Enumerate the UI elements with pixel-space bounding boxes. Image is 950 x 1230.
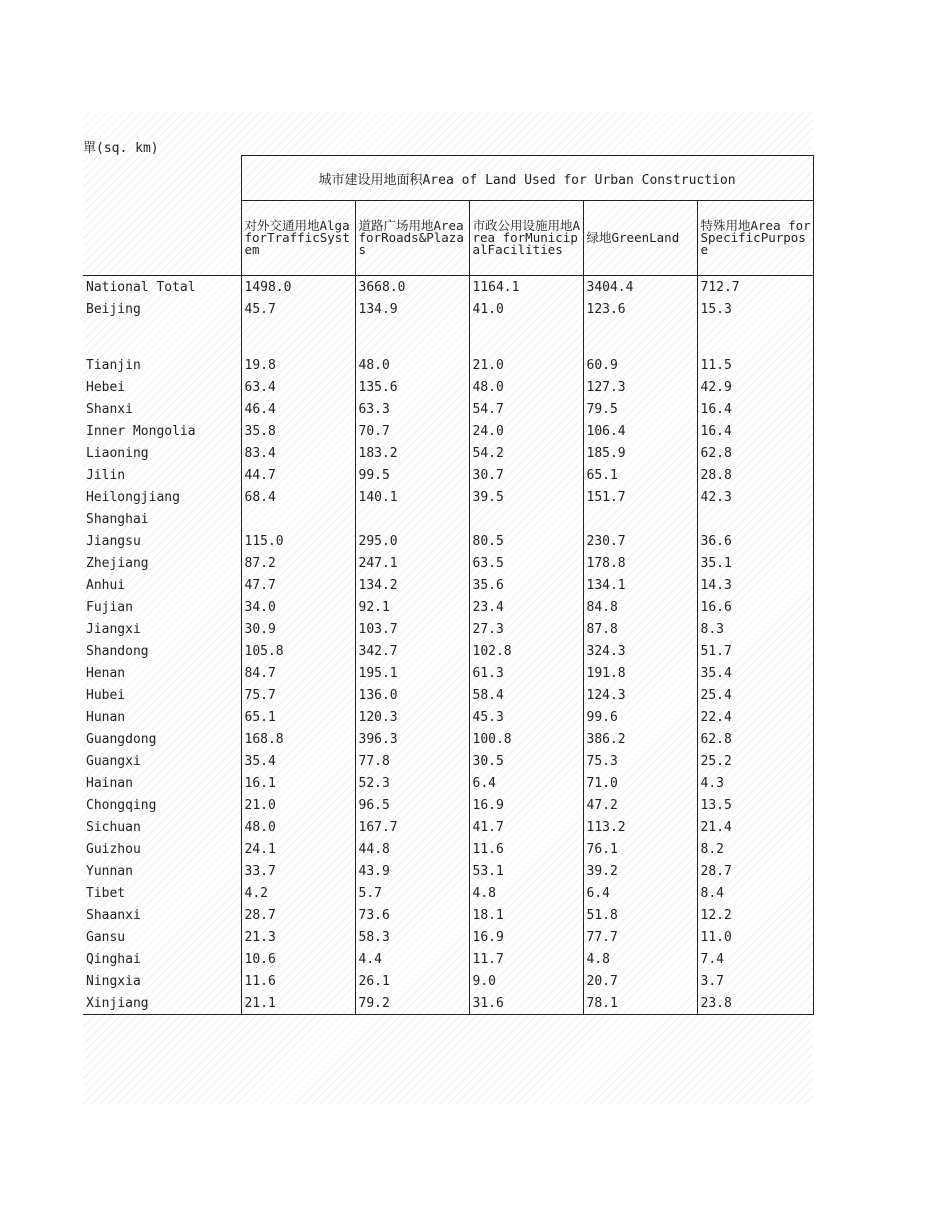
value-cell: 4.8 bbox=[583, 948, 697, 970]
region-cell: Xinjiang bbox=[83, 992, 241, 1015]
value-cell: 47.2 bbox=[583, 794, 697, 816]
region-cell: Henan bbox=[86, 665, 126, 681]
value-cell: 41.0 bbox=[469, 298, 583, 320]
region-cell: Hubei bbox=[86, 687, 126, 703]
region-cell: Gansu bbox=[86, 929, 126, 945]
table-row bbox=[83, 970, 813, 992]
table-row bbox=[83, 508, 813, 530]
value-cell: 48.0 bbox=[355, 354, 469, 376]
column-header: 绿地GreenLand bbox=[583, 201, 697, 276]
region-cell: Tibet bbox=[86, 885, 126, 901]
value-cell: 712.7 bbox=[697, 276, 813, 299]
table-row bbox=[83, 420, 813, 442]
region-cell: Shanghai bbox=[86, 511, 149, 527]
value-cell: 78.1 bbox=[583, 992, 697, 1015]
value-cell: 96.5 bbox=[355, 794, 469, 816]
value-cell: 342.7 bbox=[355, 640, 469, 662]
region-cell: Guizhou bbox=[86, 841, 141, 857]
value-cell: 44.8 bbox=[355, 838, 469, 860]
value-cell: 16.9 bbox=[469, 794, 583, 816]
table-row bbox=[83, 772, 813, 794]
value-cell: 54.7 bbox=[469, 398, 583, 420]
value-cell: 87.2 bbox=[241, 552, 355, 574]
region-cell: Shanxi bbox=[86, 401, 133, 417]
region-cell: Yunnan bbox=[86, 863, 133, 879]
unit-label: 單(sq. km) bbox=[83, 141, 159, 156]
table-row bbox=[83, 728, 813, 750]
value-cell: 53.1 bbox=[469, 860, 583, 882]
value-cell bbox=[469, 320, 583, 354]
region-cell: Guangdong bbox=[86, 731, 157, 747]
value-cell: 134.2 bbox=[355, 574, 469, 596]
value-cell: 41.7 bbox=[469, 816, 583, 838]
table-row bbox=[83, 298, 813, 320]
value-cell: 99.5 bbox=[355, 464, 469, 486]
value-cell: 79.5 bbox=[583, 398, 697, 420]
value-cell: 102.8 bbox=[469, 640, 583, 662]
table-row bbox=[83, 750, 813, 772]
value-cell: 16.1 bbox=[241, 772, 355, 794]
value-cell: 167.7 bbox=[355, 816, 469, 838]
corner-cell bbox=[83, 156, 241, 201]
value-cell: 28.7 bbox=[241, 904, 355, 926]
value-cell: 10.6 bbox=[241, 948, 355, 970]
table-row bbox=[83, 530, 813, 552]
table-row bbox=[83, 596, 813, 618]
value-cell bbox=[355, 508, 469, 530]
value-cell: 35.8 bbox=[241, 420, 355, 442]
value-cell: 27.3 bbox=[469, 618, 583, 640]
value-cell: 295.0 bbox=[355, 530, 469, 552]
value-cell: 63.4 bbox=[241, 376, 355, 398]
value-cell: 60.9 bbox=[583, 354, 697, 376]
region-cell: Liaoning bbox=[86, 445, 149, 461]
table-row bbox=[83, 926, 813, 948]
value-cell: 99.6 bbox=[583, 706, 697, 728]
value-cell: 43.9 bbox=[355, 860, 469, 882]
table-row bbox=[83, 860, 813, 882]
region-cell: Ningxia bbox=[86, 973, 141, 989]
table-row bbox=[83, 618, 813, 640]
value-cell: 62.8 bbox=[697, 728, 813, 750]
region-cell: Shandong bbox=[86, 643, 149, 659]
value-cell: 35.4 bbox=[697, 662, 813, 684]
table-row bbox=[83, 442, 813, 464]
value-cell: 47.7 bbox=[241, 574, 355, 596]
value-cell: 3404.4 bbox=[583, 276, 697, 299]
value-cell: 8.2 bbox=[697, 838, 813, 860]
value-cell: 136.0 bbox=[355, 684, 469, 706]
value-cell: 35.1 bbox=[697, 552, 813, 574]
region-cell: Chongqing bbox=[86, 797, 157, 813]
value-cell: 11.6 bbox=[241, 970, 355, 992]
value-cell: 178.8 bbox=[583, 552, 697, 574]
value-cell: 9.0 bbox=[469, 970, 583, 992]
value-cell: 79.2 bbox=[355, 992, 469, 1015]
value-cell: 28.8 bbox=[697, 464, 813, 486]
table-row bbox=[83, 276, 813, 299]
value-cell: 4.2 bbox=[241, 882, 355, 904]
region-cell: Inner Mongolia bbox=[86, 423, 196, 439]
value-cell: 24.0 bbox=[469, 420, 583, 442]
value-cell: 134.9 bbox=[355, 298, 469, 320]
value-cell: 120.3 bbox=[355, 706, 469, 728]
column-header: 市政公用设施用地Area forMunicipalFacilities bbox=[469, 201, 583, 276]
value-cell: 135.6 bbox=[355, 376, 469, 398]
value-cell: 68.4 bbox=[241, 486, 355, 508]
value-cell: 18.1 bbox=[469, 904, 583, 926]
value-cell: 191.8 bbox=[583, 662, 697, 684]
region-cell: Jiangsu bbox=[86, 533, 141, 549]
value-cell bbox=[241, 320, 355, 354]
value-cell: 73.6 bbox=[355, 904, 469, 926]
value-cell: 44.7 bbox=[241, 464, 355, 486]
region-cell: Tianjin bbox=[86, 357, 141, 373]
value-cell: 324.3 bbox=[583, 640, 697, 662]
value-cell: 30.9 bbox=[241, 618, 355, 640]
table-row bbox=[83, 838, 813, 860]
value-cell: 11.0 bbox=[697, 926, 813, 948]
table-row bbox=[83, 320, 813, 354]
value-cell: 127.3 bbox=[583, 376, 697, 398]
value-cell: 23.8 bbox=[697, 992, 813, 1015]
value-cell: 4.3 bbox=[697, 772, 813, 794]
corner-cell-lower bbox=[83, 201, 241, 276]
table-row bbox=[83, 684, 813, 706]
value-cell: 75.7 bbox=[241, 684, 355, 706]
value-cell: 11.7 bbox=[469, 948, 583, 970]
value-cell: 28.7 bbox=[697, 860, 813, 882]
value-cell: 24.1 bbox=[241, 838, 355, 860]
value-cell: 386.2 bbox=[583, 728, 697, 750]
value-cell: 168.8 bbox=[241, 728, 355, 750]
value-cell: 13.5 bbox=[697, 794, 813, 816]
value-cell: 58.4 bbox=[469, 684, 583, 706]
value-cell: 21.1 bbox=[241, 992, 355, 1015]
value-cell: 65.1 bbox=[241, 706, 355, 728]
region-cell: Fujian bbox=[86, 599, 133, 615]
value-cell: 70.7 bbox=[355, 420, 469, 442]
value-cell bbox=[469, 508, 583, 530]
value-cell: 22.4 bbox=[697, 706, 813, 728]
value-cell: 76.1 bbox=[583, 838, 697, 860]
value-cell: 113.2 bbox=[583, 816, 697, 838]
table-body bbox=[83, 276, 813, 1015]
value-cell: 5.7 bbox=[355, 882, 469, 904]
value-cell: 58.3 bbox=[355, 926, 469, 948]
value-cell: 115.0 bbox=[241, 530, 355, 552]
value-cell bbox=[583, 320, 697, 354]
region-cell: Hunan bbox=[86, 709, 126, 725]
column-header: 对外交通用地Alga forTrafficSystem bbox=[241, 201, 355, 276]
value-cell: 75.3 bbox=[583, 750, 697, 772]
value-cell: 26.1 bbox=[355, 970, 469, 992]
region-cell: Heilongjiang bbox=[86, 489, 180, 505]
value-cell: 39.2 bbox=[583, 860, 697, 882]
value-cell: 8.4 bbox=[697, 882, 813, 904]
column-header: 道路广场用地Area forRoads&Plazas bbox=[355, 201, 469, 276]
value-cell: 34.0 bbox=[241, 596, 355, 618]
value-cell: 16.6 bbox=[697, 596, 813, 618]
region-cell bbox=[83, 320, 241, 354]
region-cell: Anhui bbox=[86, 577, 126, 593]
table-row bbox=[83, 794, 813, 816]
value-cell: 54.2 bbox=[469, 442, 583, 464]
value-cell: 63.3 bbox=[355, 398, 469, 420]
value-cell: 80.5 bbox=[469, 530, 583, 552]
value-cell: 65.1 bbox=[583, 464, 697, 486]
value-cell: 140.1 bbox=[355, 486, 469, 508]
value-cell bbox=[697, 320, 813, 354]
value-cell: 63.5 bbox=[469, 552, 583, 574]
region-cell: Hainan bbox=[86, 775, 133, 791]
table-row bbox=[83, 948, 813, 970]
value-cell: 19.8 bbox=[241, 354, 355, 376]
value-cell: 84.7 bbox=[241, 662, 355, 684]
value-cell: 21.0 bbox=[469, 354, 583, 376]
region-cell: Guangxi bbox=[86, 753, 141, 769]
table-row bbox=[83, 376, 813, 398]
value-cell: 21.4 bbox=[697, 816, 813, 838]
value-cell: 61.3 bbox=[469, 662, 583, 684]
value-cell: 4.8 bbox=[469, 882, 583, 904]
value-cell: 7.4 bbox=[697, 948, 813, 970]
value-cell: 151.7 bbox=[583, 486, 697, 508]
table-row bbox=[83, 486, 813, 508]
value-cell: 4.4 bbox=[355, 948, 469, 970]
table-row bbox=[83, 354, 813, 376]
value-cell: 16.4 bbox=[697, 398, 813, 420]
value-cell: 36.6 bbox=[697, 530, 813, 552]
value-cell: 30.5 bbox=[469, 750, 583, 772]
value-cell: 6.4 bbox=[469, 772, 583, 794]
value-cell: 1164.1 bbox=[469, 276, 583, 299]
value-cell: 23.4 bbox=[469, 596, 583, 618]
value-cell: 16.9 bbox=[469, 926, 583, 948]
value-cell: 21.0 bbox=[241, 794, 355, 816]
value-cell: 83.4 bbox=[241, 442, 355, 464]
value-cell: 12.2 bbox=[697, 904, 813, 926]
table-row bbox=[83, 706, 813, 728]
value-cell bbox=[697, 508, 813, 530]
value-cell: 8.3 bbox=[697, 618, 813, 640]
value-cell: 45.3 bbox=[469, 706, 583, 728]
column-header: 特殊用地Area forSpecificPurpose bbox=[697, 201, 813, 276]
value-cell: 14.3 bbox=[697, 574, 813, 596]
table-row bbox=[83, 904, 813, 926]
land-use-table bbox=[83, 155, 814, 1015]
value-cell: 48.0 bbox=[469, 376, 583, 398]
value-cell: 396.3 bbox=[355, 728, 469, 750]
value-cell: 77.7 bbox=[583, 926, 697, 948]
value-cell: 105.8 bbox=[241, 640, 355, 662]
value-cell bbox=[583, 508, 697, 530]
value-cell bbox=[241, 508, 355, 530]
value-cell: 15.3 bbox=[697, 298, 813, 320]
table-row bbox=[83, 816, 813, 838]
value-cell: 52.3 bbox=[355, 772, 469, 794]
value-cell: 25.2 bbox=[697, 750, 813, 772]
value-cell: 3668.0 bbox=[355, 276, 469, 299]
value-cell: 6.4 bbox=[583, 882, 697, 904]
value-cell: 183.2 bbox=[355, 442, 469, 464]
region-cell: National Total bbox=[86, 279, 196, 295]
value-cell: 42.9 bbox=[697, 376, 813, 398]
value-cell: 46.4 bbox=[241, 398, 355, 420]
value-cell: 87.8 bbox=[583, 618, 697, 640]
value-cell: 71.0 bbox=[583, 772, 697, 794]
value-cell: 3.7 bbox=[697, 970, 813, 992]
value-cell: 123.6 bbox=[583, 298, 697, 320]
value-cell: 247.1 bbox=[355, 552, 469, 574]
value-cell: 106.4 bbox=[583, 420, 697, 442]
value-cell: 134.1 bbox=[583, 574, 697, 596]
group-header: 城市建设用地面积Area of Land Used for Urban Construction bbox=[241, 156, 813, 201]
region-cell: Shaanxi bbox=[86, 907, 141, 923]
value-cell: 51.7 bbox=[697, 640, 813, 662]
value-cell: 42.3 bbox=[697, 486, 813, 508]
value-cell: 45.7 bbox=[241, 298, 355, 320]
value-cell: 185.9 bbox=[583, 442, 697, 464]
value-cell: 11.6 bbox=[469, 838, 583, 860]
value-cell: 48.0 bbox=[241, 816, 355, 838]
value-cell: 92.1 bbox=[355, 596, 469, 618]
table-row bbox=[83, 882, 813, 904]
table-row bbox=[83, 992, 813, 1015]
value-cell: 31.6 bbox=[469, 992, 583, 1015]
value-cell: 230.7 bbox=[583, 530, 697, 552]
region-cell: Jiangxi bbox=[86, 621, 141, 637]
table-row bbox=[83, 662, 813, 684]
table-row bbox=[83, 552, 813, 574]
region-cell: Qinghai bbox=[86, 951, 141, 967]
value-cell: 103.7 bbox=[355, 618, 469, 640]
value-cell: 100.8 bbox=[469, 728, 583, 750]
region-cell: Sichuan bbox=[86, 819, 141, 835]
table-row bbox=[83, 574, 813, 596]
value-cell: 35.6 bbox=[469, 574, 583, 596]
value-cell: 77.8 bbox=[355, 750, 469, 772]
value-cell: 16.4 bbox=[697, 420, 813, 442]
value-cell: 62.8 bbox=[697, 442, 813, 464]
value-cell: 20.7 bbox=[583, 970, 697, 992]
value-cell: 124.3 bbox=[583, 684, 697, 706]
value-cell: 39.5 bbox=[469, 486, 583, 508]
table-row bbox=[83, 640, 813, 662]
value-cell: 30.7 bbox=[469, 464, 583, 486]
region-cell: Jilin bbox=[86, 467, 126, 483]
value-cell: 1498.0 bbox=[241, 276, 355, 299]
table-row bbox=[83, 464, 813, 486]
table-row bbox=[83, 398, 813, 420]
value-cell: 33.7 bbox=[241, 860, 355, 882]
value-cell: 21.3 bbox=[241, 926, 355, 948]
region-cell: Zhejiang bbox=[86, 555, 149, 571]
value-cell: 35.4 bbox=[241, 750, 355, 772]
region-cell: Hebei bbox=[86, 379, 126, 395]
value-cell: 195.1 bbox=[355, 662, 469, 684]
value-cell: 84.8 bbox=[583, 596, 697, 618]
value-cell: 11.5 bbox=[697, 354, 813, 376]
value-cell: 51.8 bbox=[583, 904, 697, 926]
value-cell: 25.4 bbox=[697, 684, 813, 706]
region-cell: Beijing bbox=[86, 301, 141, 317]
value-cell bbox=[355, 320, 469, 354]
